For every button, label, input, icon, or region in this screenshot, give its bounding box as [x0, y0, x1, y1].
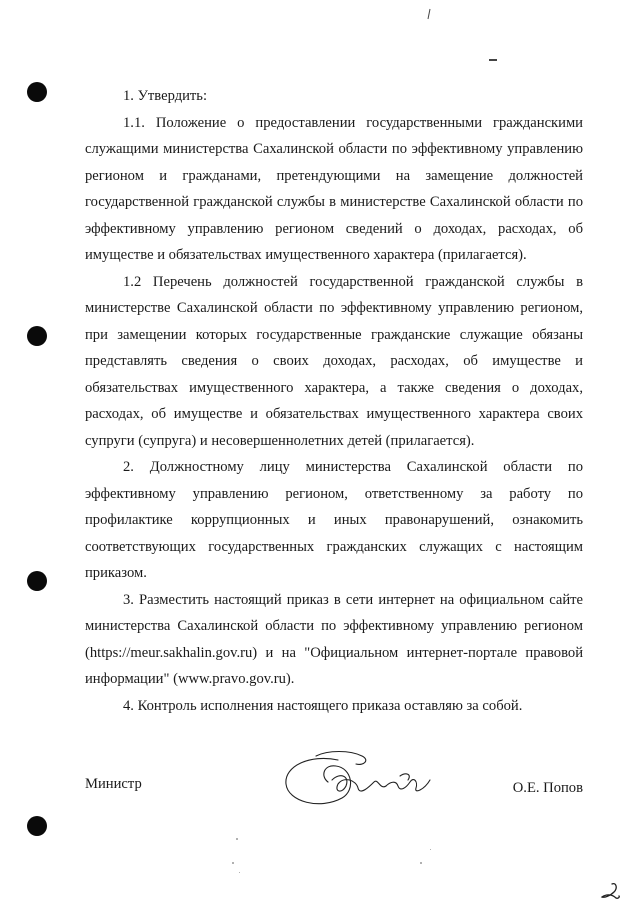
binder-hole-3	[27, 571, 47, 591]
scan-speck	[232, 862, 234, 864]
paragraph-approve: 1. Утвердить:	[123, 88, 208, 104]
paragraph-1-1: 1.1. Положение о предоставлении государственными гражданскими служащими министерства Сахалинской области по эффективному управлению регионом и гражданами, претендующими на замещение должностей государственной гражданской службы в министерстве Сахалинской области по эффективному управлению регионом сведений о доходах, расходах, об имуществе и обязательствах имущественного характера (прилагается).	[85, 114, 583, 263]
handwritten-signature	[280, 746, 440, 814]
handwritten-page-number	[598, 880, 622, 902]
paragraph-2: 2. Должностному лицу министерства Сахалинской области по эффективному управлению регионом, ответственному за работу по профилактике коррупционных и иных правонарушений, ознакомить соответствующих государственных гражданских служащих с настоящим приказом.	[85, 459, 583, 581]
scan-dash-mark	[489, 59, 497, 61]
paragraph-3: 3. Разместить настоящий приказ в сети интернет на официальном сайте министерства Сахалинской области по эффективному управлению регионом (https://meur.sakhalin.gov.ru) и на "Официальном интернет-портале правовой информации" (www.pravo.gov.ru).	[85, 591, 583, 687]
scan-tick-mark	[426, 8, 432, 20]
binder-hole-1	[27, 82, 47, 102]
paragraph-1-2: 1.2 Перечень должностей государственной гражданской службы в министерстве Сахалинской области по эффективному управлению регионом, при замещении которых государственные гражданские служащие обязаны представлять сведения о своих доходах, расходах, об имуществе и обязательствах имущественного характера, а также сведения о доходах, расходах, об имуществе и обязательствах имущественного характера своих супруги (супруга) и несовершеннолетних детей (прилагается).	[85, 273, 583, 449]
document-body	[85, 83, 583, 719]
scan-speck	[430, 849, 431, 850]
paragraph-4: 4. Контроль исполнения настоящего приказа оставляю за собой.	[123, 697, 523, 714]
signer-name: О.Е. Попов	[512, 780, 583, 796]
binder-hole-4	[27, 816, 47, 836]
scan-speck	[420, 862, 422, 864]
signer-position: Министр	[85, 776, 142, 792]
scan-speck	[239, 872, 240, 873]
binder-hole-2	[27, 326, 47, 346]
scan-speck	[236, 838, 238, 840]
